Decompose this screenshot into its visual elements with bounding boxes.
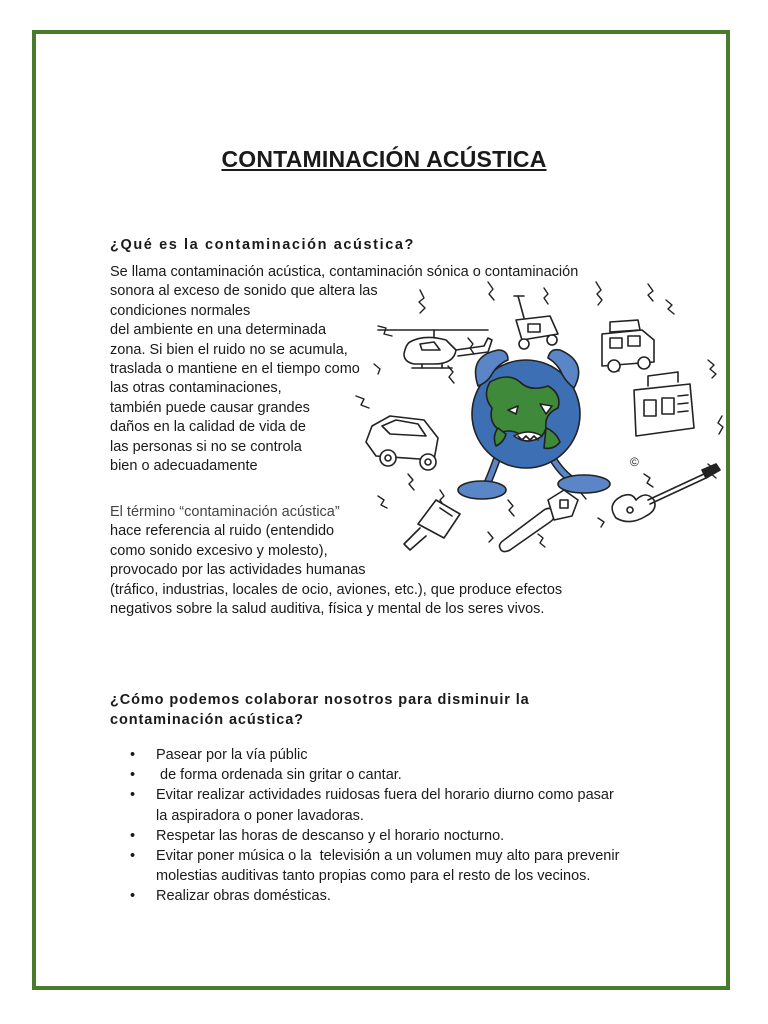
list-item-text: la aspiradora o poner lavadoras. (156, 807, 364, 824)
paragraph-line: hace referencia al ruido (entendido (110, 523, 335, 540)
lawn-mower-icon (514, 296, 558, 349)
paragraph-line: las otras contaminaciones, (110, 380, 282, 397)
paragraph-line: como sonido excesivo y molesto), (110, 542, 328, 559)
list-item (130, 846, 619, 886)
paragraph-line: también puede causar grandes (110, 399, 310, 416)
helicopter-icon (378, 330, 492, 368)
jackhammer-icon (404, 500, 460, 550)
paragraph-line: las personas si no se controla (110, 438, 302, 455)
boombox-icon (634, 372, 694, 436)
heading-line: contaminación acústica? (110, 712, 304, 728)
list-item (130, 745, 619, 765)
earth-character (458, 350, 610, 499)
paragraph-line: sonora al exceso de sonido que altera las (110, 283, 378, 300)
section-heading-how-to-help (110, 690, 630, 730)
bullet-icon: • (130, 767, 136, 784)
list-item (130, 886, 619, 906)
list-item-text: de forma ordenada sin gritar o cantar. (156, 767, 402, 784)
guitar-icon (612, 464, 720, 522)
list-item-text: Evitar poner música o la televisión a un volumen muy alto para prevenir (156, 848, 620, 865)
paragraph-line: Se llama contaminación acústica, contaminación sónica o contaminación (110, 264, 579, 280)
paragraph-line: del ambiente en una determinada (110, 322, 327, 339)
bullet-icon: • (130, 848, 136, 865)
paragraph-line: (tráfico, industrias, locales de ocio, aviones, etc.), que produce efectos (110, 581, 563, 598)
noise-pollution-illustration (348, 278, 732, 558)
paragraph-line: traslada o mantiene en el tiempo como (110, 361, 360, 378)
paragraph-line: negativos sobre la salud auditiva, física y mental de los seres vivos. (110, 601, 545, 618)
paragraph-line: zona. Si bien el ruido no se acumula, (110, 341, 348, 358)
page-title: CONTAMINACIÓN ACÚSTICA (221, 146, 547, 172)
chainsaw-icon (500, 490, 579, 552)
paragraph-line: daños en la calidad de vida de (110, 419, 306, 436)
bullet-icon: • (130, 787, 136, 804)
bullet-icon: • (130, 747, 136, 763)
truck-icon (602, 320, 654, 372)
tips-list (130, 745, 619, 907)
list-item (130, 826, 619, 846)
paragraph-line: condiciones normales (110, 302, 251, 319)
heading-line: ¿Cómo podemos colaborar nosotros para disminuir la (110, 692, 530, 708)
paragraph-line: El término “contaminación acústica” (110, 504, 340, 520)
paragraph-line: bien o adecuadamente (110, 458, 258, 475)
bullet-icon: • (130, 827, 136, 844)
section-heading-what-is: ¿Qué es la contaminación acústica? (110, 237, 416, 253)
list-item-text: Respetar las horas de descanso y el horario nocturno. (156, 827, 505, 844)
bullet-icon: • (130, 888, 136, 905)
list-item (130, 785, 619, 825)
list-item-text: molestias auditivas tanto propias como para el resto de los vecinos. (156, 868, 591, 885)
list-item (130, 765, 619, 785)
list-item-text: Evitar realizar actividades ruidosas fuera del horario diurno como pasar (156, 787, 614, 804)
list-item-text: Pasear por la vía públic (156, 747, 308, 763)
car-icon (366, 416, 438, 470)
list-item-text: Realizar obras domésticas. (156, 888, 331, 905)
paragraph-line: provocado por las actividades humanas (110, 562, 366, 579)
copyright-mark: © (630, 455, 639, 469)
